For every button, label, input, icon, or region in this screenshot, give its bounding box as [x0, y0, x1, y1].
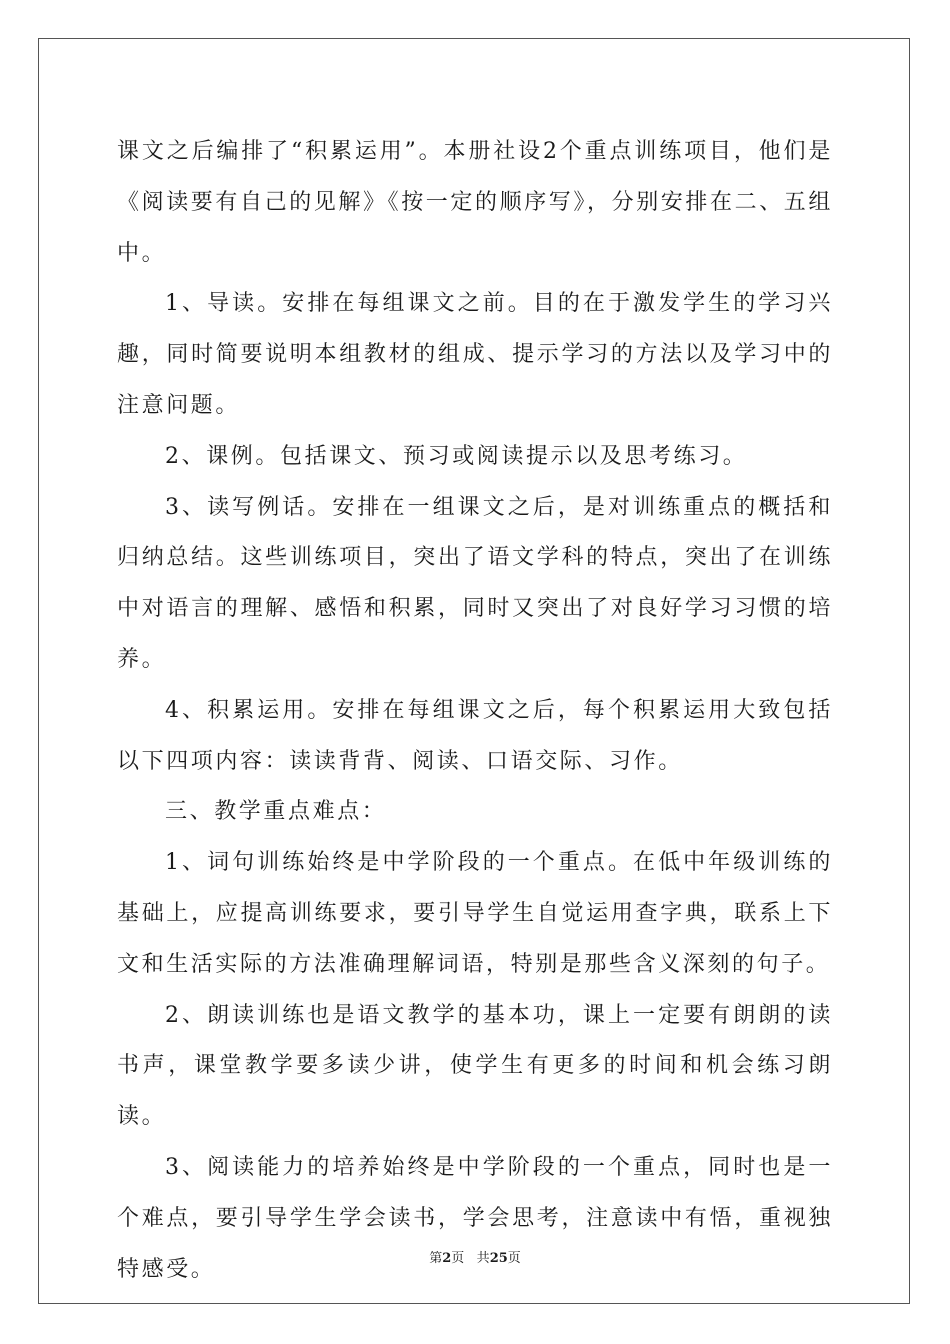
paragraph-5: 4、积累运用。安排在每组课文之后，每个积累运用大致包括以下四项内容：读读背背、阅读、口语交际、习作。: [117, 697, 833, 774]
paragraph-4: 3、读写例话。安排在一组课文之后，是对训练重点的概括和归纳总结。这些训练项目，突出了语文学科的特点，突出了在训练中对语言的理解、感悟和积累，同时又突出了对良好学习习惯的培养。: [117, 494, 833, 672]
page-suffix: 页: [451, 1251, 465, 1266]
paragraph-2: 1、导读。安排在每组课文之前。目的在于激发学生的学习兴趣，同时简要说明本组教材的组成、提示学习的方法以及学习中的注意问题。: [117, 291, 833, 418]
paragraph-7: 1、词句训练始终是中学阶段的一个重点。在低中年级训练的基础上，应提高训练要求，要引导学生自觉运用查字典，联系上下文和生活实际的方法准确理解词语，特别是那些含义深刻的句子。: [117, 850, 833, 977]
section-heading: 三、教学重点难点：: [165, 799, 387, 825]
total-suffix: 页: [507, 1251, 521, 1266]
total-pages: 25: [489, 1251, 508, 1266]
page-number: 2: [442, 1251, 452, 1266]
page-prefix: 第: [429, 1251, 443, 1266]
paragraph-9: 3、阅读能力的培养始终是中学阶段的一个重点，同时也是一个难点，要引导学生学会读书，学会思考，注意读中有悟，重视独特感受。: [117, 1154, 833, 1282]
total-prefix: 共: [476, 1251, 490, 1266]
paragraph-3: 2、课例。包括课文、预习或阅读提示以及思考练习。: [165, 443, 748, 469]
page-footer: [0, 1247, 950, 1266]
paragraph-1: 课文之后编排了“积累运用”。本册社设2个重点训练项目，他们是《阅读要有自己的见解》《按一定的顺序写》，分别安排在二、五组中。: [117, 139, 834, 266]
paragraph-8: 2、朗读训练也是语文教学的基本功，课上一定要有朗朗的读书声，课堂教学要多读少讲，使学生有更多的时间和机会练习朗读。: [117, 1002, 833, 1130]
document-body: [117, 127, 833, 1295]
